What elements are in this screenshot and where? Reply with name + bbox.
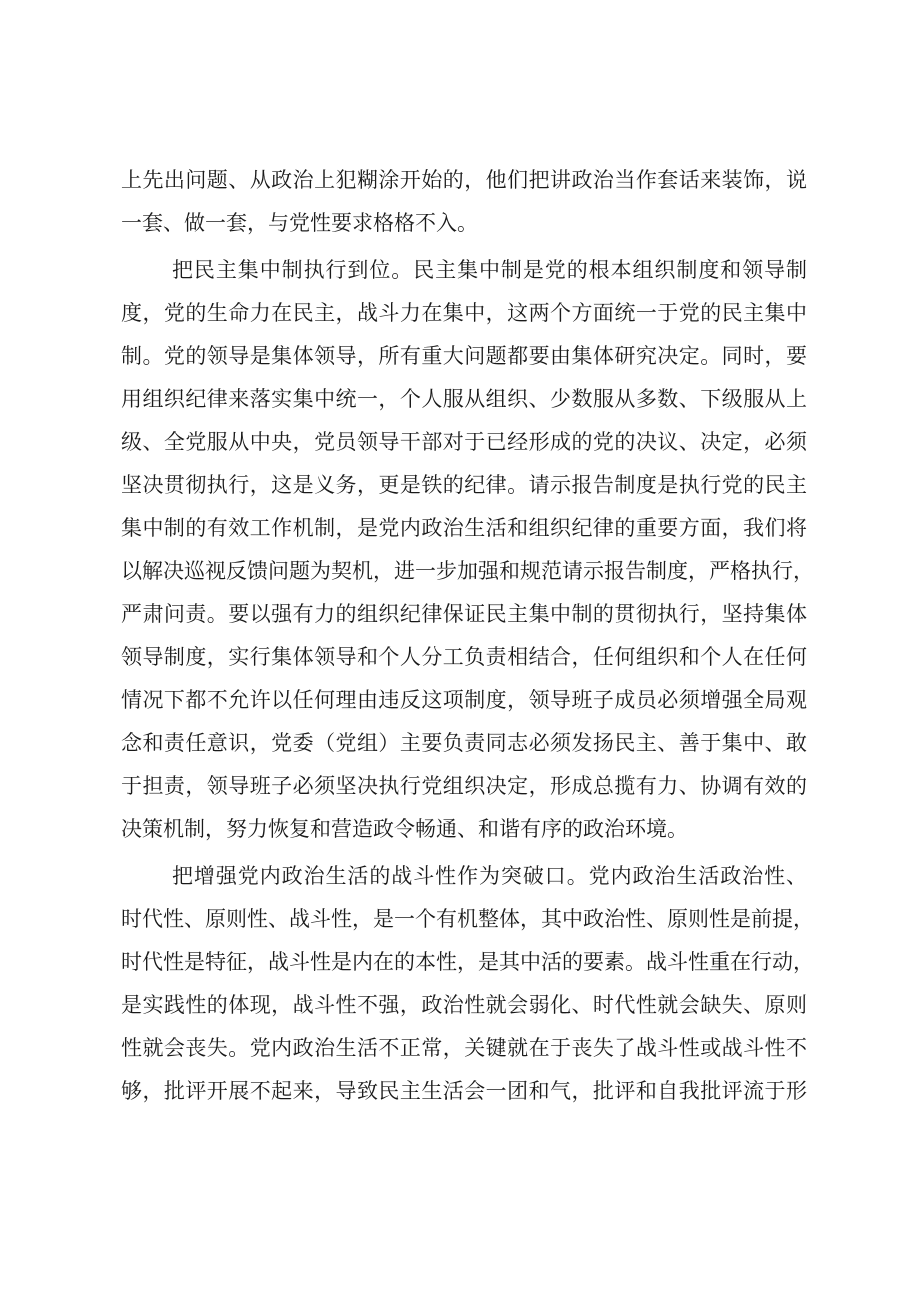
text-line: 于担责，领导班子必须坚决执行党组织决定，形成总揽有力、协调有效的 (121, 774, 807, 798)
text-line: 制。党的领导是集体领导，所有重大问题都要由集体研究决定。同时，要 (121, 344, 807, 368)
text-line: 时代性是特征，战斗性是内在的本性，是其中活的要素。战斗性重在行动， (121, 950, 814, 974)
text-line: 决策机制，努力恢复和营造政令畅通、和谐有序的政治环境。 (121, 817, 688, 841)
text-line: 严肃问责。要以强有力的组织纪律保证民主集中制的贯彻执行，坚持集体 (121, 602, 807, 626)
text-line: 性就会丧失。党内政治生活不正常，关键就在于丧失了战斗性或战斗性不 (121, 1036, 807, 1060)
text-line: 度，党的生命力在民主，战斗力在集中，这两个方面统一于党的民主集中 (121, 301, 807, 325)
text-line: 够，批评开展不起来，导致民主生活会一团和气，批评和自我批评流于形 (121, 1079, 807, 1103)
text-line: 一套、做一套，与党性要求格格不入。 (121, 211, 478, 235)
text-line: 集中制的有效工作机制，是党内政治生活和组织纪律的重要方面，我们将 (121, 516, 807, 540)
text-line: 坚决贯彻执行，这是义务，更是铁的纪律。请示报告制度是执行党的民主 (121, 473, 807, 497)
text-line: 念和责任意识，党委（党组）主要负责同志必须发扬民主、善于集中、敢 (121, 731, 807, 755)
text-line: 以解决巡视反馈问题为契机，进一步加强和规范请示报告制度，严格执行， (121, 559, 814, 583)
text-line: 级、全党服从中央，党员领导干部对于已经形成的党的决议、决定，必须 (121, 430, 807, 454)
text-line: 时代性、原则性、战斗性，是一个有机整体，其中政治性、原则性是前提， (121, 907, 814, 931)
text-line: 领导制度，实行集体领导和个人分工负责相结合，任何组织和个人在任何 (121, 645, 807, 669)
text-line: 上先出问题、从政治上犯糊涂开始的，他们把讲政治当作套话来装饰，说 (121, 168, 807, 192)
paragraph-start-line: 把增强党内政治生活的战斗性作为突破口。党内政治生活政治性、 (172, 864, 807, 888)
text-line: 是实践性的体现，战斗性不强，政治性就会弱化、时代性就会缺失、原则 (121, 993, 807, 1017)
text-line: 用组织纪律来落实集中统一，个人服从组织、少数服从多数、下级服从上 (121, 387, 807, 411)
text-line: 情况下都不允许以任何理由违反这项制度，领导班子成员必须增强全局观 (121, 688, 807, 712)
paragraph-start-line: 把民主集中制执行到位。民主集中制是党的根本组织制度和领导制 (172, 258, 807, 282)
